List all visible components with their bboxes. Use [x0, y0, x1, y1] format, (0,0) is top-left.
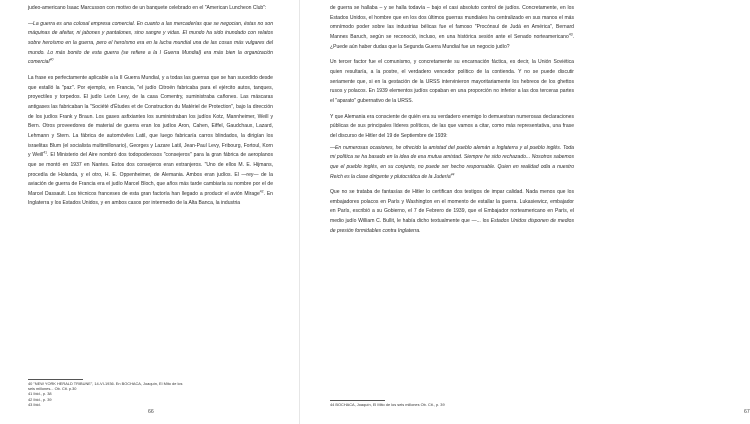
- footnote-ref: 43: [568, 32, 573, 37]
- paragraph: La frase es perfectamente aplicable a la II Guerra Mundial, y a todas las guerras que se han sucedido desde que estalló la "paz". Por ejemplo, en Francia, "el judío Citroën fabricaba para el ejército autos, tanques, proyectiles y torpedos. El judío León Levy, de la casa Comentry, suministraba cañones. Las máscaras antigases las fabricaban la "Société d'Études et de Construction du Matériel de Protection", bajo la dirección de los judíos Frank y Braun. Los gases asfixiantes los suministraban los judíos Kotz, Mannheimer, Weill y Bern. Otros proveedores de material de guerra eran los judíos Aron, Cahen, Eiffel, Gaudchaux, Lazard, Lehmann y Stern. La fábrica de automóviles Latil, que luego fabricaría carros blindados, la dirigían los israelitas Blum (el socialista multimillonario), Georges y Lazare Latil, Jean-Paul Levy, Fribourg, Fortoul, Korn y Weill$^{41}$. El Ministerio del Aire nombró dos todopoderosos "consejeros" para la gran fábrica de aeroplanos que se montó en 1937 en Nantes. Estos dos consejeros eran extranjeros. "Uno de ellos M. E. Hijmans, procedía de Holanda, y el otro, H. E. Oppenheimer, de Alemania. Ambos eran judíos. El —rey— de la aviación de guerra de Francia era el judío Marcel Bloch, que años más tarde cambiaría su nombre por el de Marcel Dassault. Los técnicos franceses de esta gran factoría han llegado a producir el avión Mirage$^{42}$. En Inglaterra y los Estados Unidos, y en ambos casos por intermedio de la Alta Banca, la industria: [28, 74, 273, 207]
- footnote-ref: 42: [259, 189, 264, 194]
- block-quote: —En numerosas ocasiones, he ofrecido la amistad del pueblo alemán a Inglaterra y al pueblo inglés. Toda mi política se ha basado en la idea de esa mutua amistad. Siempre he sido rechazado... Nosotros sabemos que el pueblo inglés, en su conjunto, no puede ser hecho responsable. Quien en realidad odia a nuestro Reich es la clase dirigente y plutocrática de la Judería$^{44}$: [330, 144, 574, 180]
- footnote: 44 BOCHACA, Joaquín, El Mito de los seis millones Ob. Cit., p. 39: [330, 402, 445, 407]
- footnote: 41 Ibid., p. 38: [28, 391, 52, 397]
- paragraph: Que no se trataba de fantasías de Hitler lo certifican dos testigos de impar calidad. Nada menos que los embajadores polacos en París y Washington en el momento de estallar la guerra. Lukasiewicz, embajador en París, escribió a su Gobierno, el 7 de Febrero de 1939, que el Embajador norteamericano en París, el medio judío William C. Bullit, le había dicho textualmente que —... los Estados Unidos disponen de medios de presión formidables contra Inglaterra.: [330, 189, 574, 234]
- footnote-ref: 40: [49, 57, 54, 62]
- paragraph: de guerra se hallaba – y se halla todavía – bajo el casi absoluto control de judíos. Concretamente, en los Estados Unidos, el hombre que en los dos últimos guerras mundiales ha centralizado en sus manos el más omnímodo poder sobre las industrias bélicas fue el famoso "Procónsul de Judá en América", Bernard Mannes Baruch, según se reconoció, incluso, en una histórica sesión ante el Senado norteamericano$^{43}$. ¿Puede aún haber dudas que la Segunda Guerra Mundial fue un negocio judío?: [330, 5, 574, 50]
- footnote-ref: 44: [450, 171, 455, 176]
- footnotes: [330, 402, 530, 407]
- left-page: [0, 0, 300, 424]
- page-number: 67: [744, 409, 750, 415]
- page-number: 66: [148, 409, 154, 415]
- right-page-body: [330, 4, 574, 242]
- paragraph: Y que Alemania era consciente de quién era su verdadero enemigo lo demuestran numerosas declaraciones públicas de sus principales líderes políticos, de las que vamos a citar, como más representativa, una frase del discurso de Hitler del 19 de Septiembre de 1939:: [330, 113, 574, 139]
- footnote: 43 Ibid.: [28, 401, 41, 407]
- right-page: [300, 0, 750, 424]
- footnote-ref: 41: [43, 150, 48, 155]
- footnote: 42 Ibid., p. 39: [28, 396, 52, 402]
- paragraph: Un tercer factor fue el comunismo, y concretamente su encarnación fáctica, es decir, la Unión Soviética quien resultaría, a la postre, el verdadero vencedor político de la contienda. Y no se puede discutir seriamente que, si en la gestación de la URSS intervinieron mayoritariamente los hebreos de los ghettos rusos y polacos. En 1939 elementos judíos copaban en una proporción no inferior a las dos terceras partes el "aparato" gubernativo de la URSS.: [330, 59, 574, 104]
- paragraph: judeo-americano Isaac Marcusson con motivo de un banquete celebrado en el "American Luncheon Club":: [28, 5, 267, 11]
- footnote: 40 "NEW YORK HERALD TRIBUNE", 14-VI-1936. En BOCHACA, Joaquín, El Mito de los seis millones... Ob. Cit. p.30: [28, 381, 183, 392]
- footnote-separator: [28, 379, 83, 380]
- footnote-separator: [330, 400, 385, 401]
- footnotes: [28, 381, 188, 407]
- left-page-body: [28, 4, 273, 215]
- block-quote: —La guerra es una colosal empresa comercial. En cuanto a las mercaderías que se negocian, éstas no son máquinas de afeitar, ni jabones y pantalones, sino sangre y vidas. El mundo ha sido inundado con relatos sobre heroísmo en la guerra, pero el heroísmo era en la lucha mundial una de las cosas más vulgares del mundo. Lo más bonito de esta guerra (se refiere a la I Guerra Mundial) era más bien la organización comercial$^{40}$: [28, 20, 273, 66]
